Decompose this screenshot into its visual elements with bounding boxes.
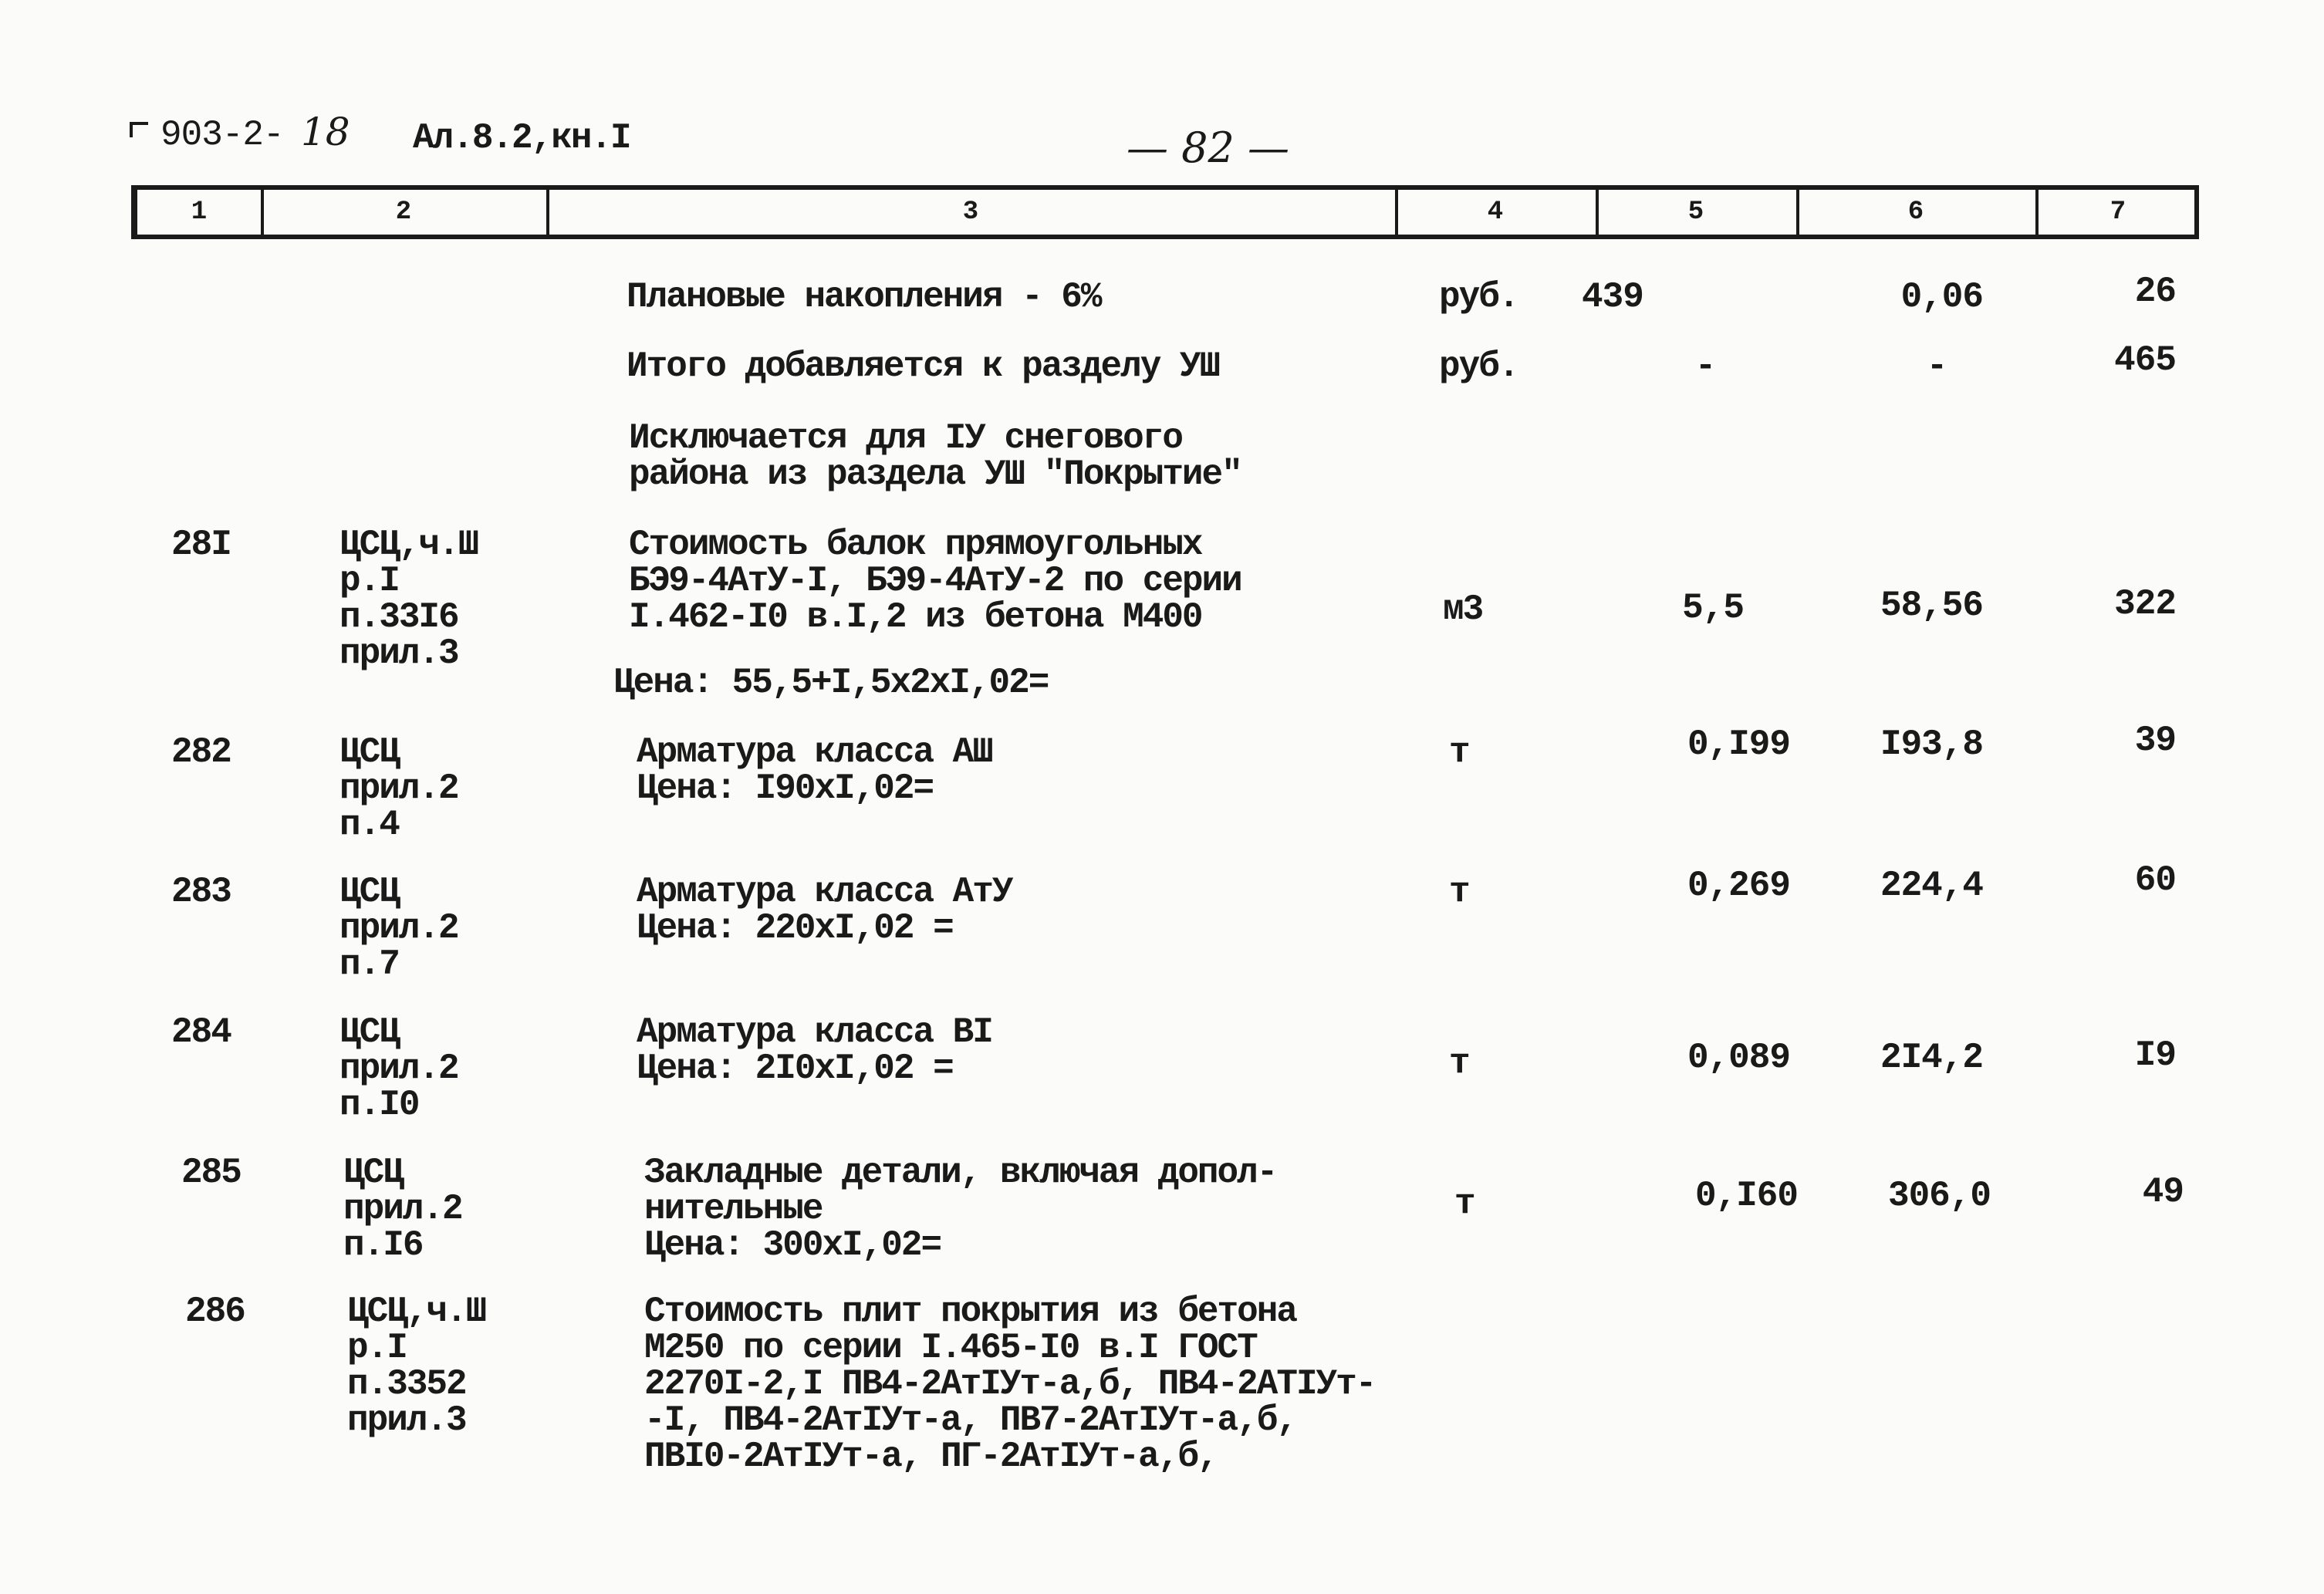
- row-source: ЦСЦ прил.2 п.7: [339, 872, 458, 984]
- column-header-3: 3: [962, 198, 979, 227]
- row-description: Плановые накопления - 6%: [627, 277, 1101, 317]
- column-header-4: 4: [1487, 198, 1504, 227]
- row-source: ЦСЦ,ч.Ш р.I п.33I6 прил.3: [339, 525, 478, 674]
- row-total: 465: [2114, 340, 2176, 380]
- row-price: 2I4,2: [1880, 1038, 1983, 1078]
- row-number: 283: [171, 872, 231, 912]
- row-description: Арматура класса АШ Цена: I90хI,02=: [637, 732, 992, 809]
- row-price: 0,06: [1900, 277, 1983, 317]
- row-source: ЦСЦ прил.2 п.I0: [339, 1012, 458, 1125]
- row-source: ЦСЦ,ч.Ш р.I п.3352 прил.3: [347, 1292, 486, 1440]
- row-description: Итого добавляется к разделу УШ: [627, 346, 1220, 387]
- row-number: 282: [171, 732, 231, 772]
- row-source: ЦСЦ прил.2 п.I6: [343, 1153, 462, 1265]
- row-price-formula: Цена: 55,5+I,5х2хI,02=: [613, 663, 1049, 703]
- row-unit: м3: [1443, 589, 1483, 630]
- row-number: 285: [181, 1153, 241, 1193]
- row-description: Арматура класса ВI Цена: 2I0хI,02 =: [637, 1012, 992, 1089]
- row-price: 306,0: [1887, 1176, 1991, 1216]
- column-header-1: 1: [191, 198, 208, 227]
- row-total: 60: [2134, 860, 2176, 900]
- row-unit: т: [1449, 872, 1469, 912]
- row-number: 28I: [171, 525, 231, 565]
- row-number: 284: [171, 1012, 231, 1052]
- row-description: Стоимость балок прямоугольных БЭ9-4АтУ-I, БЭ9-4АтУ-2 по серии I.462-I0 в.I,2 из бетона М400: [629, 525, 1241, 637]
- row-total: 26: [2134, 272, 2176, 312]
- doc-code: 903-2-: [160, 115, 284, 155]
- row-total: 49: [2142, 1172, 2184, 1212]
- row-unit: т: [1454, 1184, 1474, 1224]
- row-quantity: 0,089: [1687, 1038, 1790, 1078]
- column-header-table: [131, 185, 2199, 239]
- row-description: Стоимость плит покрытия из бетона М250 по серии I.465-I0 в.I ГОСТ 2270I-2,I ПВ4-2АтIУт-а,б, ПВ4-2АТIУт- -I, ПВ4-2АтIУт-а, ПВ7-2АтIУт-а,б, ПВI0-2АтIУт-а, ПГ-2АтIУт-а,б,: [644, 1292, 1376, 1477]
- row-price: I93,8: [1880, 724, 1983, 765]
- row-quantity: -: [1694, 346, 1716, 387]
- row-quantity: 5,5: [1682, 588, 1744, 628]
- row-description: Арматура класса АтУ Цена: 220хI,02 =: [637, 872, 1012, 948]
- row-quantity: 0,I99: [1687, 724, 1790, 765]
- row-total: 322: [2114, 584, 2176, 624]
- row-total: I9: [2134, 1035, 2176, 1076]
- doc-code-handwritten: 18: [301, 110, 350, 154]
- row-price: -: [1926, 346, 1947, 387]
- row-unit: т: [1449, 1043, 1469, 1083]
- row-unit: руб.: [1439, 277, 1518, 317]
- row-unit: т: [1449, 732, 1469, 772]
- row-price: 224,4: [1880, 866, 1983, 906]
- column-header-7: 7: [2110, 198, 2126, 227]
- row-price: 58,56: [1880, 586, 1983, 626]
- corner-mark: [130, 122, 148, 137]
- column-header-5: 5: [1687, 198, 1704, 227]
- column-header-2: 2: [395, 198, 412, 227]
- exclusion-note: Исключается для IУ снегового района из раздела УШ "Покрытие": [629, 418, 1241, 495]
- row-description: Закладные детали, включая допол- нительные Цена: 300хI,02=: [644, 1153, 1277, 1265]
- row-quantity: 0,269: [1687, 866, 1790, 906]
- row-source: ЦСЦ прил.2 п.4: [339, 732, 458, 845]
- page-number: — 82 —: [1127, 123, 1290, 172]
- column-header-6: 6: [1907, 198, 1924, 227]
- album-reference: Ал.8.2,кн.I: [413, 118, 630, 158]
- row-unit: руб.: [1439, 346, 1518, 387]
- row-total: 39: [2134, 721, 2176, 761]
- row-quantity: 439: [1582, 277, 1643, 317]
- row-number: 286: [185, 1292, 245, 1332]
- row-quantity: 0,I60: [1694, 1176, 1798, 1216]
